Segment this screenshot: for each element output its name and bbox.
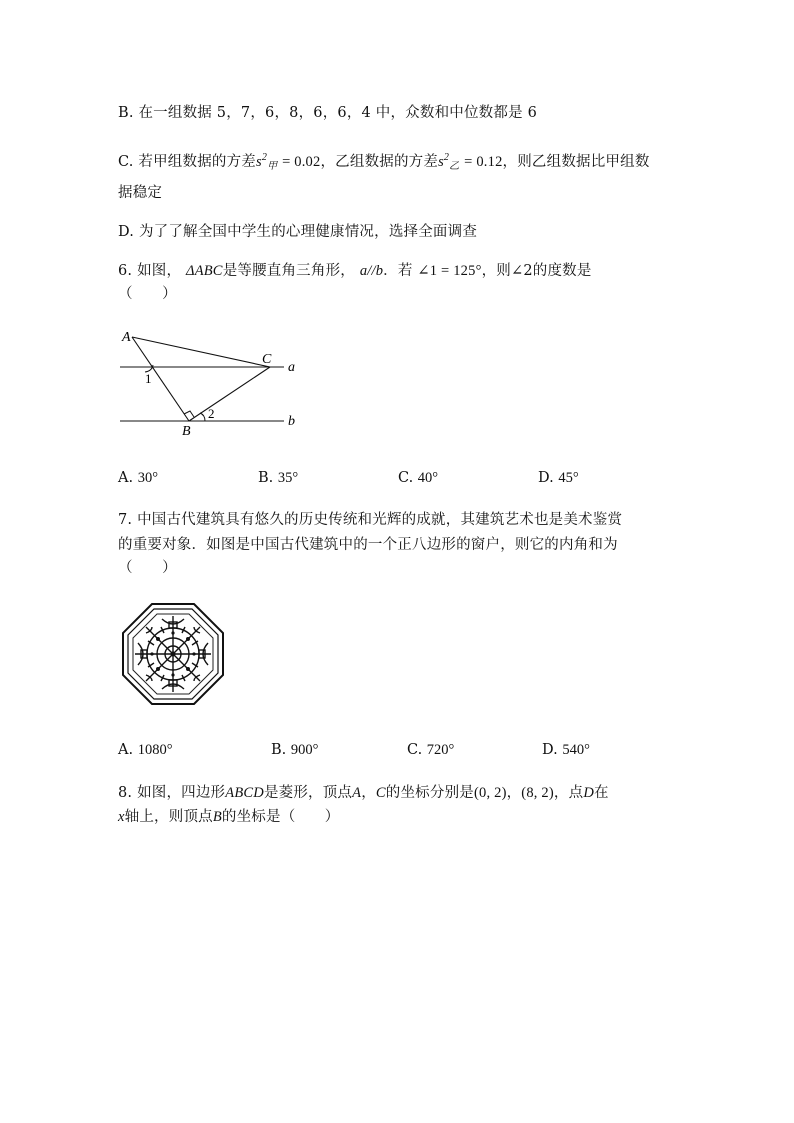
q8-coord-c: (8, 2) [521,785,554,801]
option-c-part3: ，则乙组数据比甲组数 [502,154,650,170]
q7-option-d[interactable]: D. 540° [542,742,590,758]
q7-number: 7. [118,512,133,528]
option-c-line2: 据稳定 [118,185,163,201]
angle2-arc [200,413,205,421]
label-a: a [288,360,295,375]
q7-paren: （ ） [118,560,177,576]
variance-s2: $s^2_乙$ [438,152,460,172]
octagon-window-image [122,603,224,705]
option-b [118,101,537,122]
option-b-text: 在一组数据 5，7，6，8，6，6，4 中，众数和中位数都是 6 [138,105,538,121]
q6-parallel: a//b [359,263,384,279]
q7-text-2: 的重要对象．如图是中国古代建筑中的一个正八边形的窗户，则它的内角和为 [118,537,618,553]
option-d-label: D. [118,224,135,240]
option-d-text: 为了了解全国中学生的心理健康情况，选择全面调查 [138,224,478,240]
option-b-label: B. [118,105,134,121]
q6-part2: 是等腰直角三角形， [222,263,355,279]
q6-part3: ．若 [383,263,413,279]
side-ac [132,337,270,367]
q6-part4: ，则∠2的度数是 [481,263,592,279]
q6-option-b[interactable]: B. 35° [258,470,299,486]
q6-triangle: ΔABC [185,263,223,279]
label-b: b [288,414,295,429]
q6-option-a[interactable]: A. 30° [118,470,159,486]
option-c-label: C. [118,154,134,170]
side-bc [189,367,270,421]
option-c [118,150,650,172]
label-2: 2 [208,406,215,421]
q8-number: 8. [118,785,133,801]
label-A: A [122,330,131,345]
q6-number: 6. [118,263,133,279]
q8-coord-a: (0, 2) [473,785,507,801]
side-ab [132,337,189,421]
q7-option-c[interactable]: C. 720° [407,742,455,758]
q7-option-b[interactable]: B. 900° [271,742,319,758]
q6-figure [112,325,312,440]
label-C: C [262,352,272,367]
label-B: B [182,424,191,439]
question-8-line1: 8. 如图，四边形ABCD是菱形，顶点A，C的坐标分别是(0, 2)，(8, 2)，点D在 [118,785,609,801]
option-c-part1: 若甲组数据的方差 [138,154,257,170]
option-d [118,220,477,241]
q6-angle1: ∠1 = 125° [417,263,482,279]
question-6 [118,259,592,280]
q6-option-d[interactable]: D. 45° [538,470,579,486]
q6-paren: （ ） [118,286,177,302]
label-1: 1 [145,371,152,386]
variance-s2-value: = 0.12 [464,154,503,170]
question-8-line2: x轴上，则顶点B的坐标是（ ） [118,809,340,825]
question-7-line1 [118,508,622,529]
q6-option-c[interactable]: C. 40° [398,470,439,486]
option-c-part2: ，乙组数据的方差 [320,154,439,170]
q7-text-1: 中国古代建筑具有悠久的历史传统和光辉的成就，其建筑艺术也是美术鉴赏 [137,512,623,528]
variance-s1-value: = 0.02 [282,154,321,170]
q7-option-a[interactable]: A. 1080° [118,742,173,758]
q8-quad: ABCD [225,785,264,801]
q6-part1: 如图， [137,263,182,279]
variance-s1: $s^2_甲$ [256,152,278,172]
